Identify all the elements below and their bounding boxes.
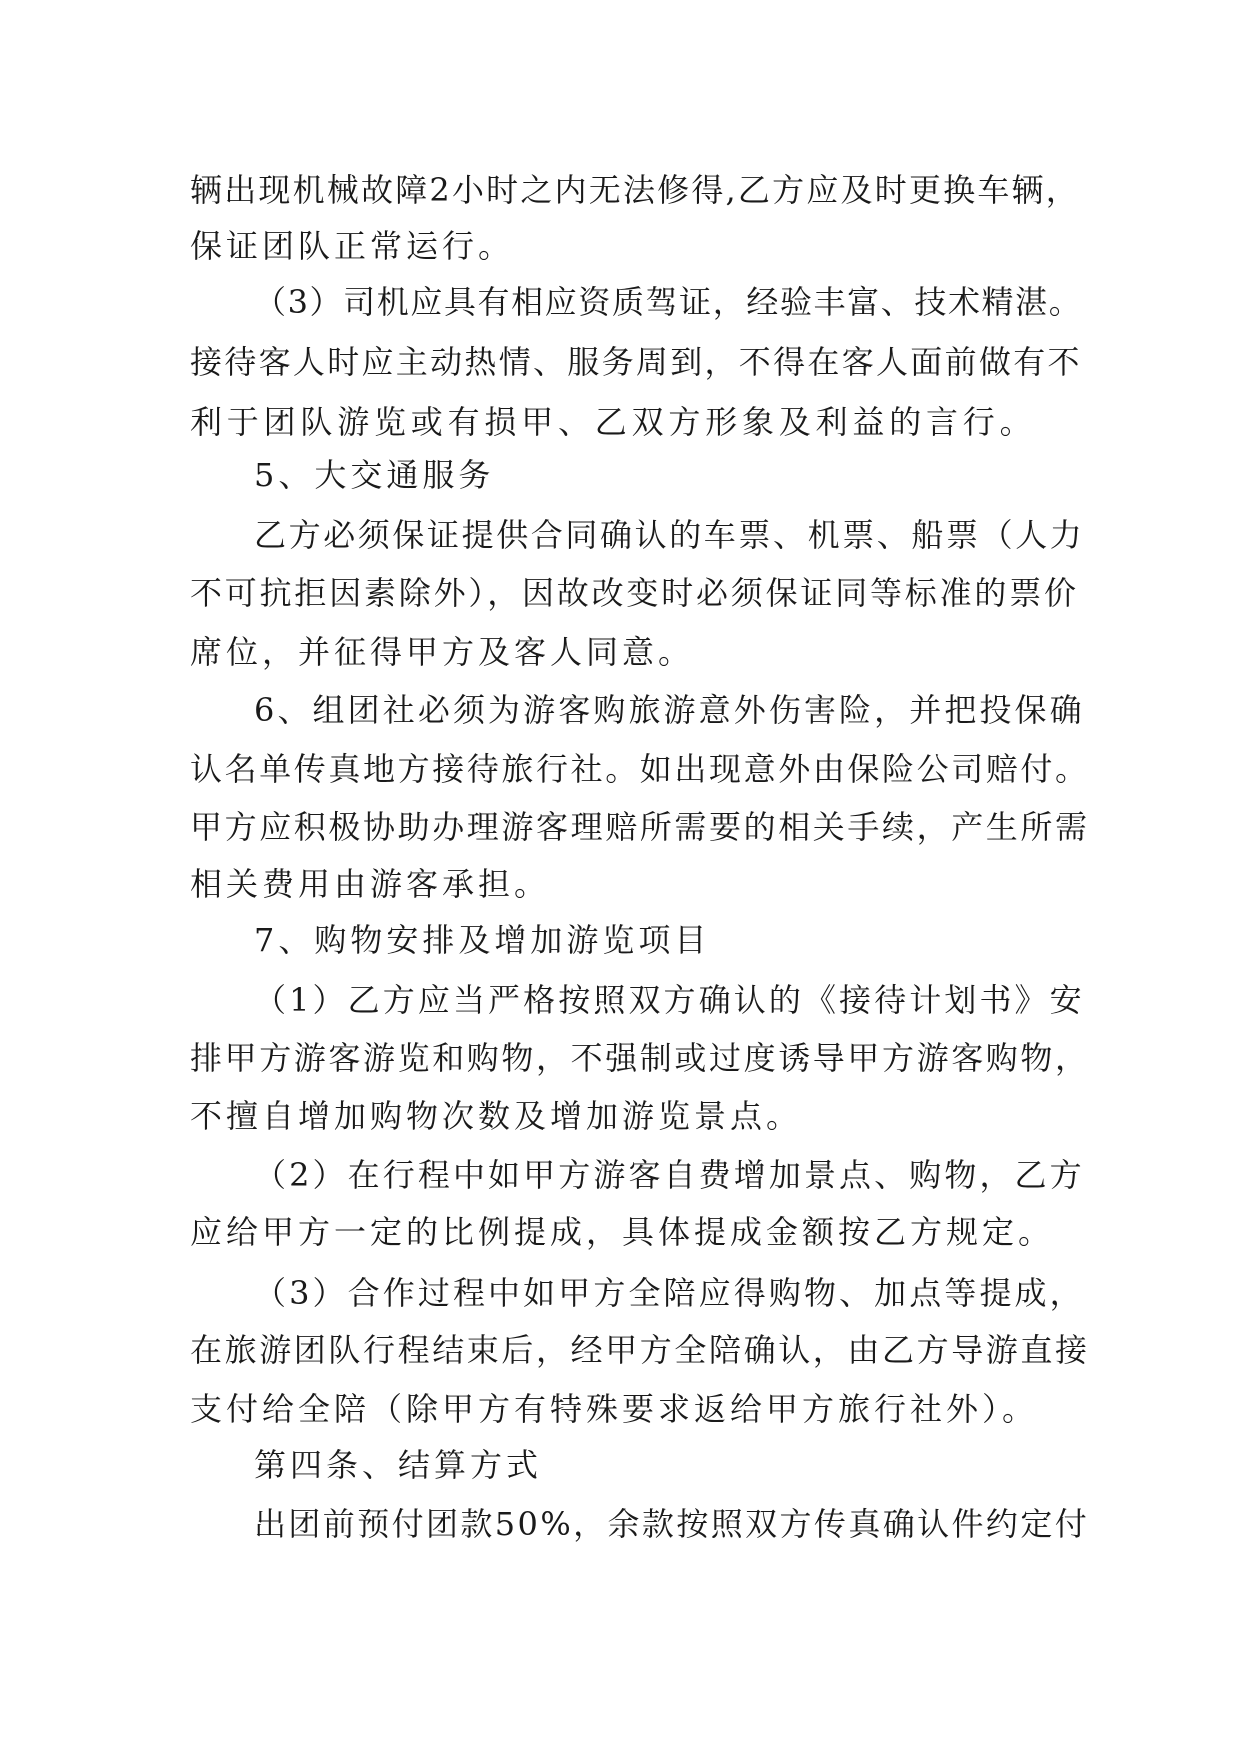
text-line: 不可抗拒因素除外），因故改变时必须保证同等标准的票价 [190, 574, 1079, 612]
text-line: 保证团队正常运行。 [190, 227, 515, 265]
text-line: 甲方应积极协助办理游客理赔所需要的相关手续，产生所需 [190, 808, 1090, 846]
text-line: 乙方必须保证提供合同确认的车票、机票、船票（人力 [254, 516, 1085, 554]
section-heading: 7、购物安排及增加游览项目 [254, 921, 711, 959]
text-line: 席位，并征得甲方及客人同意。 [190, 633, 695, 671]
text-line: 辆出现机械故障2小时之内无法修得,乙方应及时更换车辆， [190, 171, 1080, 209]
text-line: 出团前预付团款50%，余款按照双方传真确认件约定付 [254, 1505, 1090, 1543]
section-heading: 5、大交通服务 [254, 456, 495, 494]
text-line: （1）乙方应当严格按照双方确认的《接待计划书》安 [254, 981, 1085, 1019]
text-line: 利于团队游览或有损甲、乙双方形象及利益的言行。 [190, 403, 1037, 441]
text-line: 支付给全陪（除甲方有特殊要求返给甲方旅行社外）。 [190, 1390, 1039, 1428]
text-line: 排甲方游客游览和购物，不强制或过度诱导甲方游客购物， [190, 1039, 1090, 1077]
text-line: 在旅游团队行程结束后，经甲方全陪确认，由乙方导游直接 [190, 1331, 1090, 1369]
text-line: （3）合作过程中如甲方全陪应得购物、加点等提成， [254, 1274, 1085, 1312]
text-line: 6、组团社必须为游客购旅游意外伤害险，并把投保确 [254, 691, 1085, 729]
text-line: （3）司机应具有相应资质驾证，经验丰富、技术精湛。 [254, 283, 1083, 321]
text-line: 认名单传真地方接待旅行社。如出现意外由保险公司赔付。 [190, 750, 1090, 788]
text-line: 接待客人时应主动热情、服务周到，不得在客人面前做有不 [190, 343, 1082, 381]
section-heading: 第四条、结算方式 [254, 1446, 543, 1484]
text-line: 应给甲方一定的比例提成，具体提成金额按乙方规定。 [190, 1213, 1055, 1251]
text-line: 相关费用由游客承担。 [190, 865, 551, 903]
text-line: 不擅自增加购物次数及增加游览景点。 [190, 1097, 803, 1135]
text-line: （2）在行程中如甲方游客自费增加景点、购物，乙方 [254, 1156, 1085, 1194]
